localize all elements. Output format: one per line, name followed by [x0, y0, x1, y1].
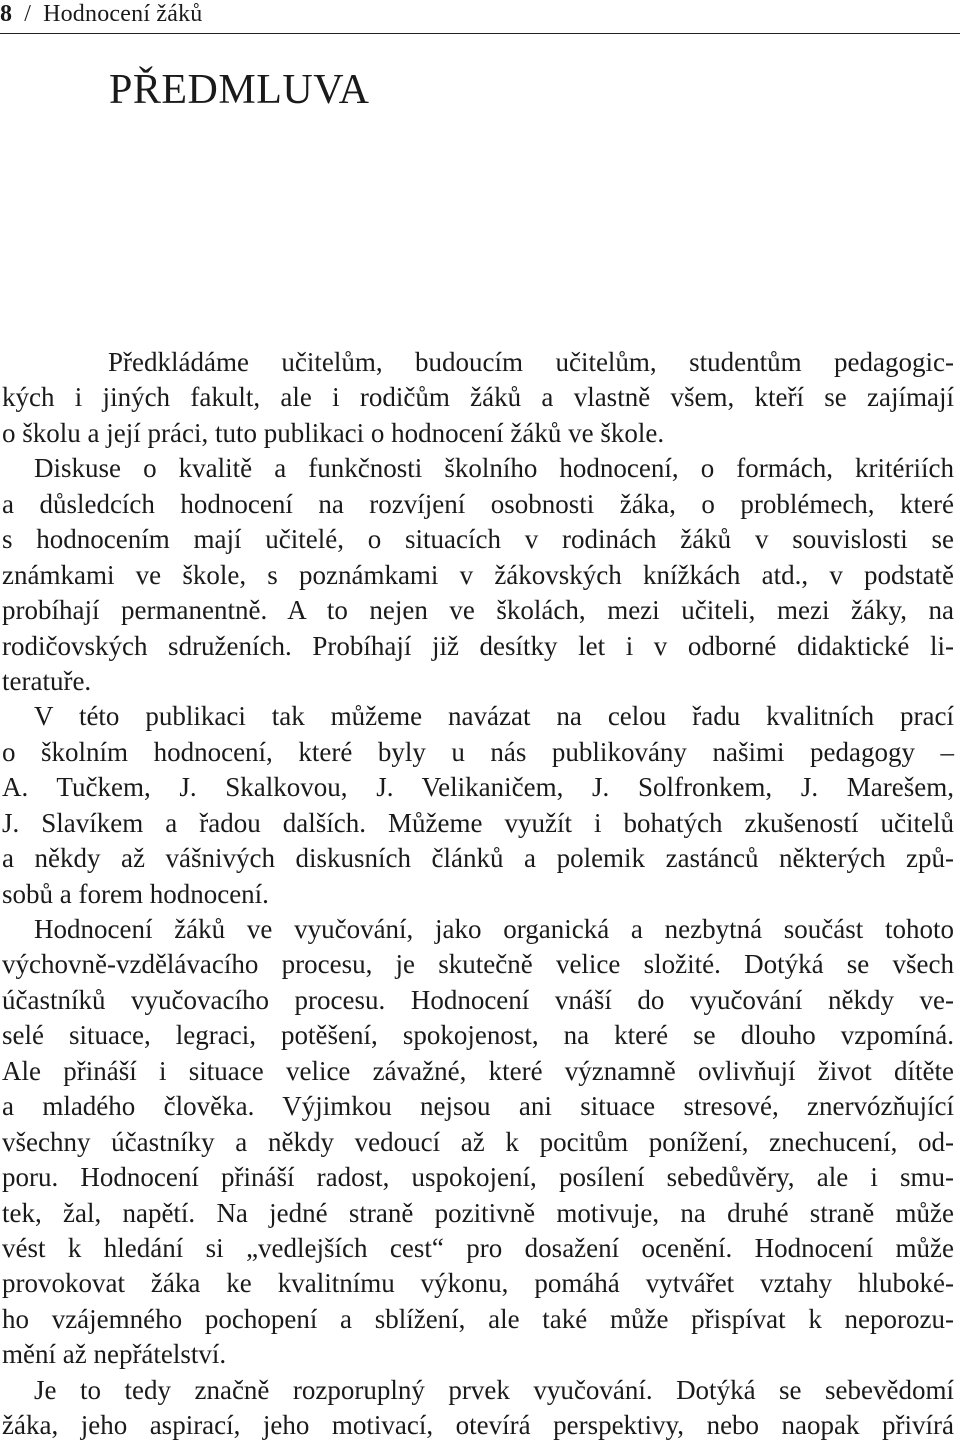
text-line: o školu a její práci, tuto publikaci o hodnocení žáků ve škole. [2, 417, 665, 448]
text-line: o školním hodnocení, které byly u nás publikovány našimi pedagogy – [2, 736, 954, 767]
text-line: ho vzájemného pochopení a sblížení, ale také může přispívat k neporozu- [2, 1303, 954, 1334]
text-line: rodičovských sdruženích. Probíhají již desítky let i v odborné didaktické li- [2, 630, 954, 661]
section-title: Hodnocení žáků [43, 1, 203, 27]
running-header [0, 0, 960, 30]
text-line: sobů a forem hodnocení. [2, 878, 269, 909]
text-line: vést k hledání si „vedlejších cest“ pro dosažení ocenění. Hodnocení může [2, 1232, 954, 1263]
page-number: 8 [0, 1, 13, 27]
text-line: teratuře. [2, 665, 92, 696]
body-text [2, 345, 954, 1444]
text-line: selé situace, legraci, potěšení, spokojenost, na které se dlouho vzpomíná. [2, 1020, 954, 1051]
text-line: probíhají permanentně. A to nejen ve školách, mezi učiteli, mezi žáky, na [2, 595, 954, 626]
text-line: A. Tučkem, J. Skalkovou, J. Velikaničem, J. Solfronkem, J. Marešem, [2, 772, 954, 803]
text-line: a někdy až vášnivých diskusních článků a polemik zastánců některých způ- [2, 843, 954, 874]
text-line: výchovně-vzdělávacího procesu, je skutečně velice složité. Dotýká se všech [2, 949, 954, 980]
text-line: mění až nepřátelství. [2, 1339, 227, 1370]
text-line: tek, žal, napětí. Na jedné straně pozitivně motivuje, na druhé straně může [2, 1197, 954, 1228]
text-line: provokovat žáka ke kvalitnímu výkonu, pomáhá vytvářet vztahy hluboké- [2, 1268, 954, 1299]
text-line: s hodnocením mají učitelé, o situacích v rodinách žáků v souvislosti se [2, 524, 954, 555]
header-rule [0, 33, 960, 34]
text-line: Předkládáme učitelům, budoucím učitelům, studentům pedagogic- [108, 347, 954, 377]
text-line: kých i jiných fakult, ale i rodičům žáků a vlastně všem, kteří se zajímají [2, 382, 954, 413]
text-line: V této publikaci tak můžeme navázat na celou řadu kvalitních prací [34, 701, 954, 732]
text-line: známkami ve škole, s poznámkami v žákovských knížkách atd., v podstatě [2, 559, 954, 590]
text-line: žáka, jeho aspirací, jeho motivací, otevírá perspektivy, nebo naopak přivírá [2, 1410, 954, 1441]
text-line: a mladého člověka. Výjimkou nejsou ani situace stresové, znervózňující [2, 1091, 954, 1122]
text-line: všechny účastníky a někdy vedoucí až k pocitům ponížení, znechucení, od- [2, 1126, 954, 1157]
text-line: J. Slavíkem a řadou dalších. Můžeme využít i bohatých zkušeností učitelů [2, 807, 954, 838]
text-line: Ale přináší i situace velice závažné, které významně ovlivňují život dítěte [2, 1055, 954, 1086]
text-line: poru. Hodnocení přináší radost, uspokojení, posílení sebedůvěry, ale i smu- [2, 1162, 954, 1193]
header-separator: / [24, 1, 32, 27]
chapter-title: PŘEDMLUVA [109, 67, 370, 113]
text-line: a důsledcích hodnocení na rozvíjení osobnosti žáka, o problémech, které [2, 488, 954, 519]
text-line: Diskuse o kvalitě a funkčnosti školního hodnocení, o formách, kritériích [34, 453, 954, 484]
text-line: Je to tedy značně rozporuplný prvek vyučování. Dotýká se sebevědomí [34, 1374, 954, 1405]
text-line: účastníků vyučovacího procesu. Hodnocení vnáší do vyučování někdy ve- [2, 984, 954, 1015]
text-line: Hodnocení žáků ve vyučování, jako organická a nezbytná součást tohoto [34, 914, 954, 944]
